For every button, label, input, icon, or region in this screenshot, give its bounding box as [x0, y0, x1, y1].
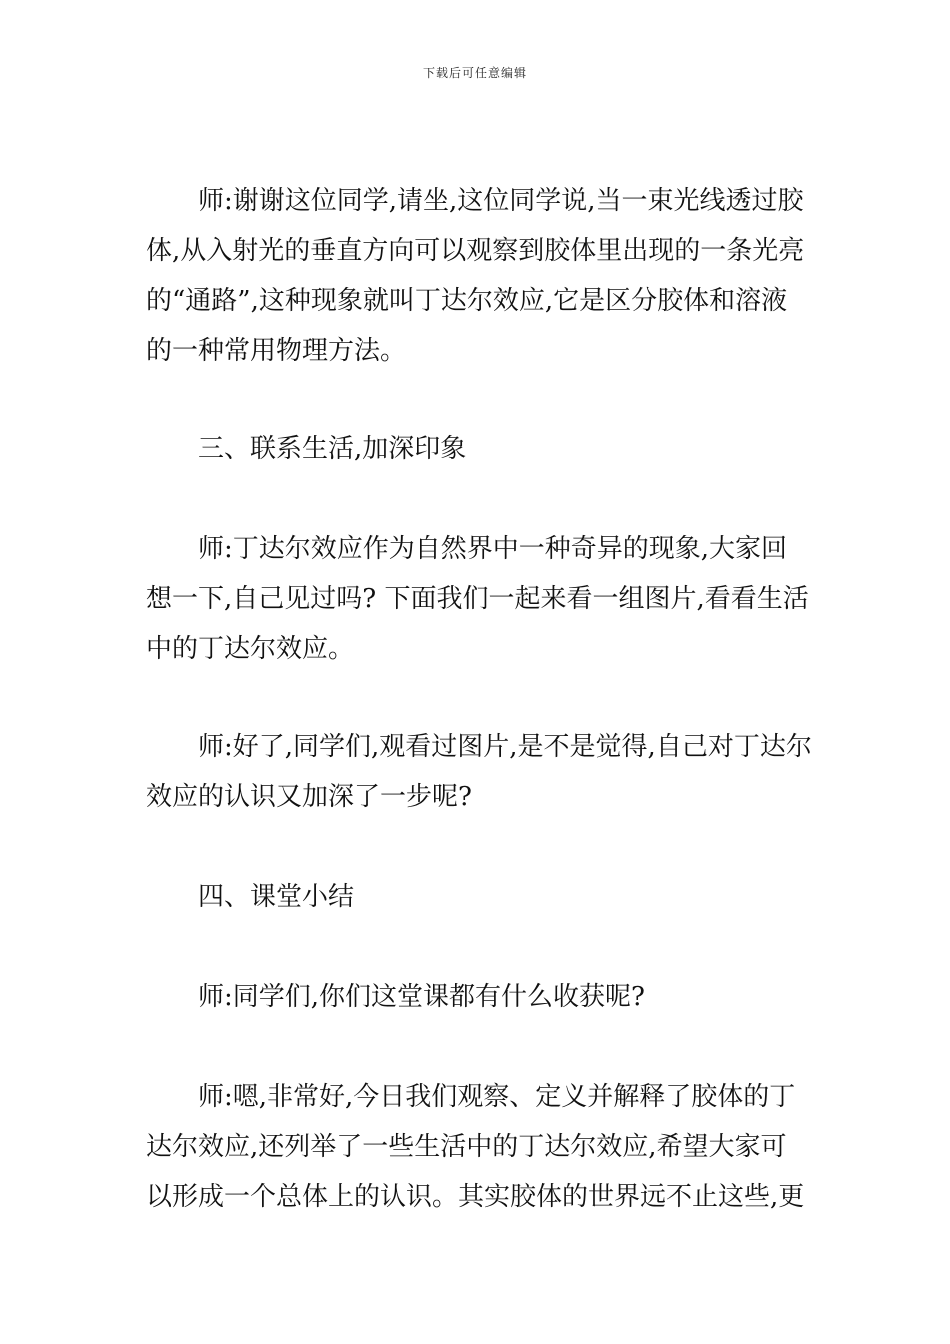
paragraph-teacher-question: 师:丁达尔效应作为自然界中一种奇异的现象,大家回想一下,自己见过吗? 下面我们一起来看一组图片,看看生活中的丁达尔效应。: [146, 534, 809, 664]
paragraph-teacher-review: 师:好了,同学们,观看过图片,是不是觉得,自己对丁达尔效应的认识又加深了一步呢?: [146, 732, 812, 812]
paragraph-teacher-summary-question: 师:同学们,你们这堂课都有什么收获呢?: [198, 982, 645, 1012]
paragraph-teacher-explanation: 师:谢谢这位同学,请坐,这位同学说,当一束光线透过胶体,从入射光的垂直方向可以观察到胶体里出现的一条光亮的“通路”,这种现象就叫丁达尔效应,它是区分胶体和溶液的一种常用物理方法。: [146, 186, 805, 366]
section-heading-4: 四、课堂小结: [198, 882, 355, 912]
section-heading-3: 三、联系生活,加深印象: [198, 434, 467, 464]
paragraph-teacher-summary: 师:嗯,非常好,今日我们观察、定义并解释了胶体的丁达尔效应,还列举了一些生活中的丁达尔效应,希望大家可以形成一个总体上的认识。其实胶体的世界远不止这些,更: [146, 1082, 805, 1212]
page-header-note: 下载后可任意编辑: [422, 66, 527, 80]
